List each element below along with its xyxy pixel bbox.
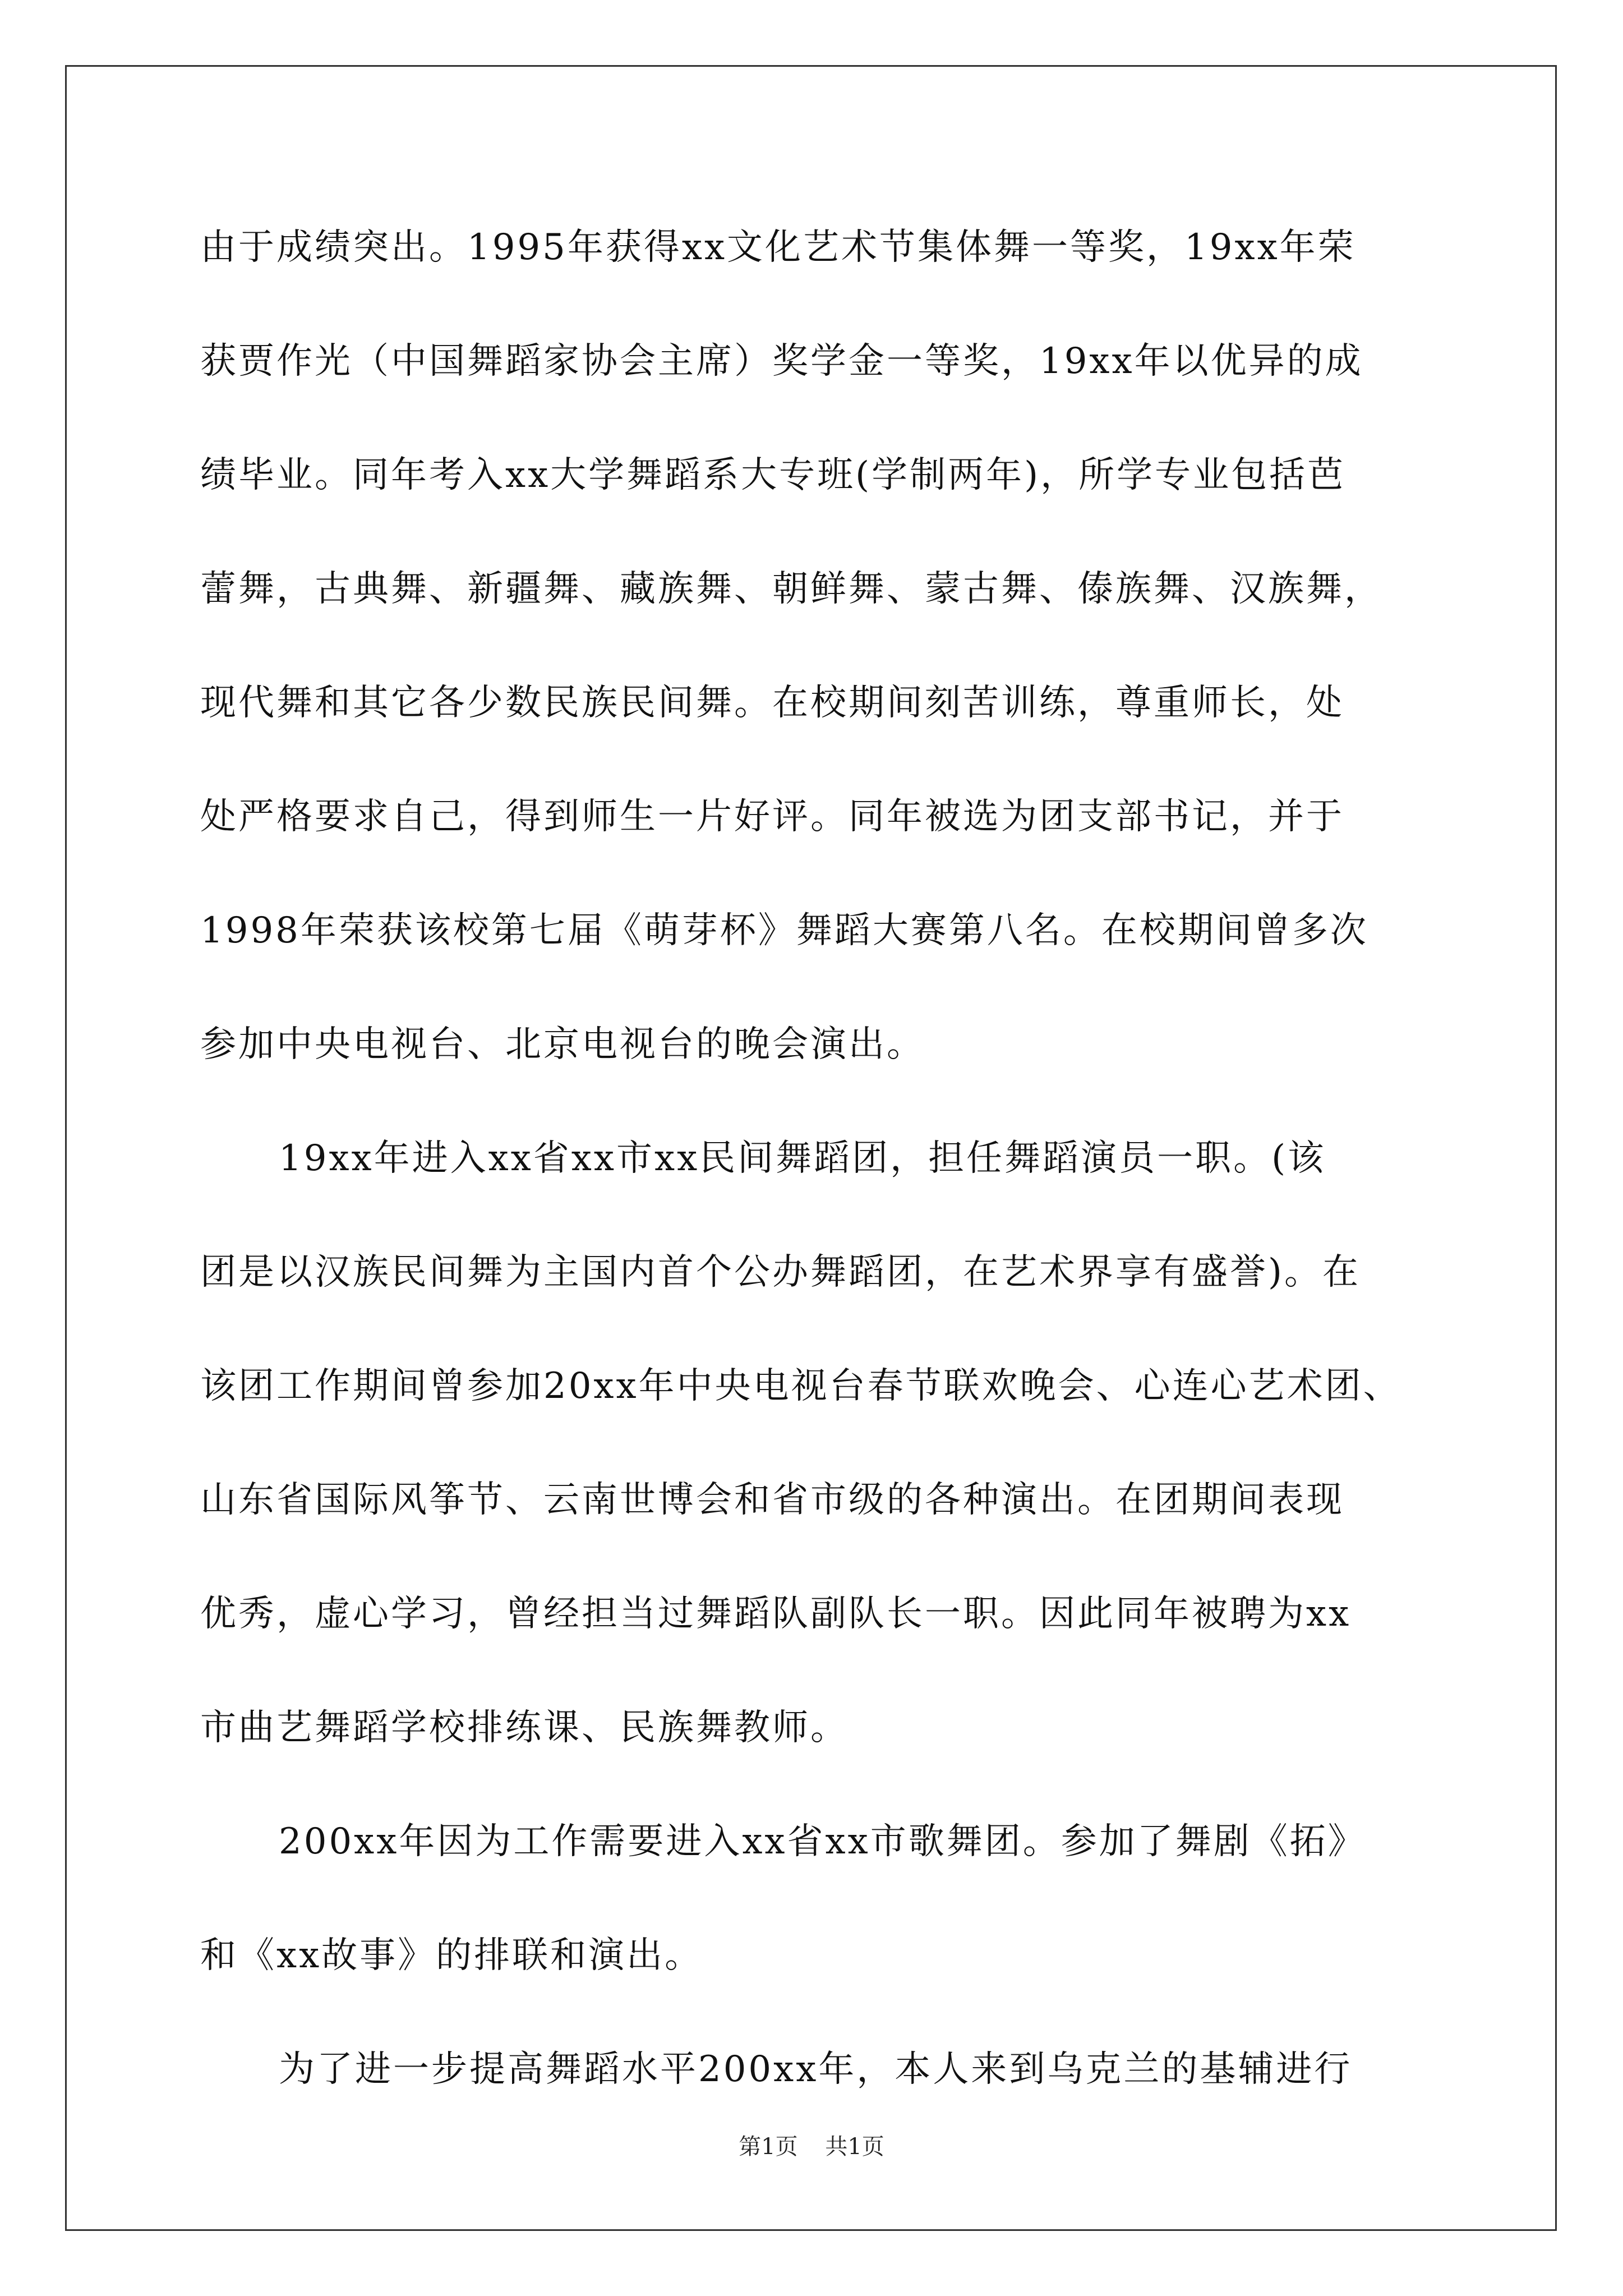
text-line: 为了进一步提高舞蹈水平200xx年，本人来到乌克兰的基辅进行: [279, 2049, 1353, 2090]
text-line: 参加中央电视台、北京电视台的晚会演出。: [200, 1024, 925, 1065]
text-line: 绩毕业。同年考入xx大学舞蹈系大专班(学制两年)，所学专业包括芭: [200, 454, 1346, 496]
text-line: 市曲艺舞蹈学校排练课、民族舞教师。: [200, 1707, 849, 1749]
page-total: 共1页: [825, 2134, 884, 2160]
text-line: 1998年荣获该校第七届《萌芽杯》舞蹈大赛第八名。在校期间曾多次: [200, 910, 1368, 951]
text-line: 获贾作光（中国舞蹈家协会主席）奖学金一等奖，19xx年以优异的成: [200, 341, 1363, 382]
text-line: 该团工作期间曾参加20xx年中央电视台春节联欢晚会、心连心艺术团、: [200, 1365, 1401, 1407]
text-line: 处严格要求自己，得到师生一片好评。同年被选为团支部书记，并于: [200, 796, 1344, 838]
document-body: [200, 213, 1454, 2149]
text-line: 团是以汉族民间舞为主国内首个公办舞蹈团，在艺术界享有盛誉)。在: [200, 1251, 1361, 1293]
text-line: 19xx年进入xx省xx市xx民间舞蹈团，担任舞蹈演员一职。(该: [279, 1138, 1326, 1179]
text-line: 和《xx故事》的排联和演出。: [200, 1935, 703, 1976]
text-line: 蕾舞，古典舞、新疆舞、藏族舞、朝鲜舞、蒙古舞、傣族舞、汉族舞，: [200, 568, 1382, 610]
page-footer: [0, 2129, 1623, 2161]
text-line: 现代舞和其它各少数民族民间舞。在校期间刻苦训练，尊重师长，处: [200, 682, 1344, 724]
text-line: 由于成绩突出。1995年获得xx文化艺术节集体舞一等奖，19xx年荣: [200, 227, 1356, 268]
page-number: 第1页: [739, 2134, 798, 2160]
text-line: 山东省国际风筝节、云南世博会和省市级的各种演出。在团期间表现: [200, 1479, 1344, 1521]
text-line: 200xx年因为工作需要进入xx省xx市歌舞团。参加了舞剧《拓》: [279, 1821, 1366, 1862]
text-line: 优秀，虚心学习，曾经担当过舞蹈队副队长一职。因此同年被聘为xx: [200, 1593, 1352, 1635]
